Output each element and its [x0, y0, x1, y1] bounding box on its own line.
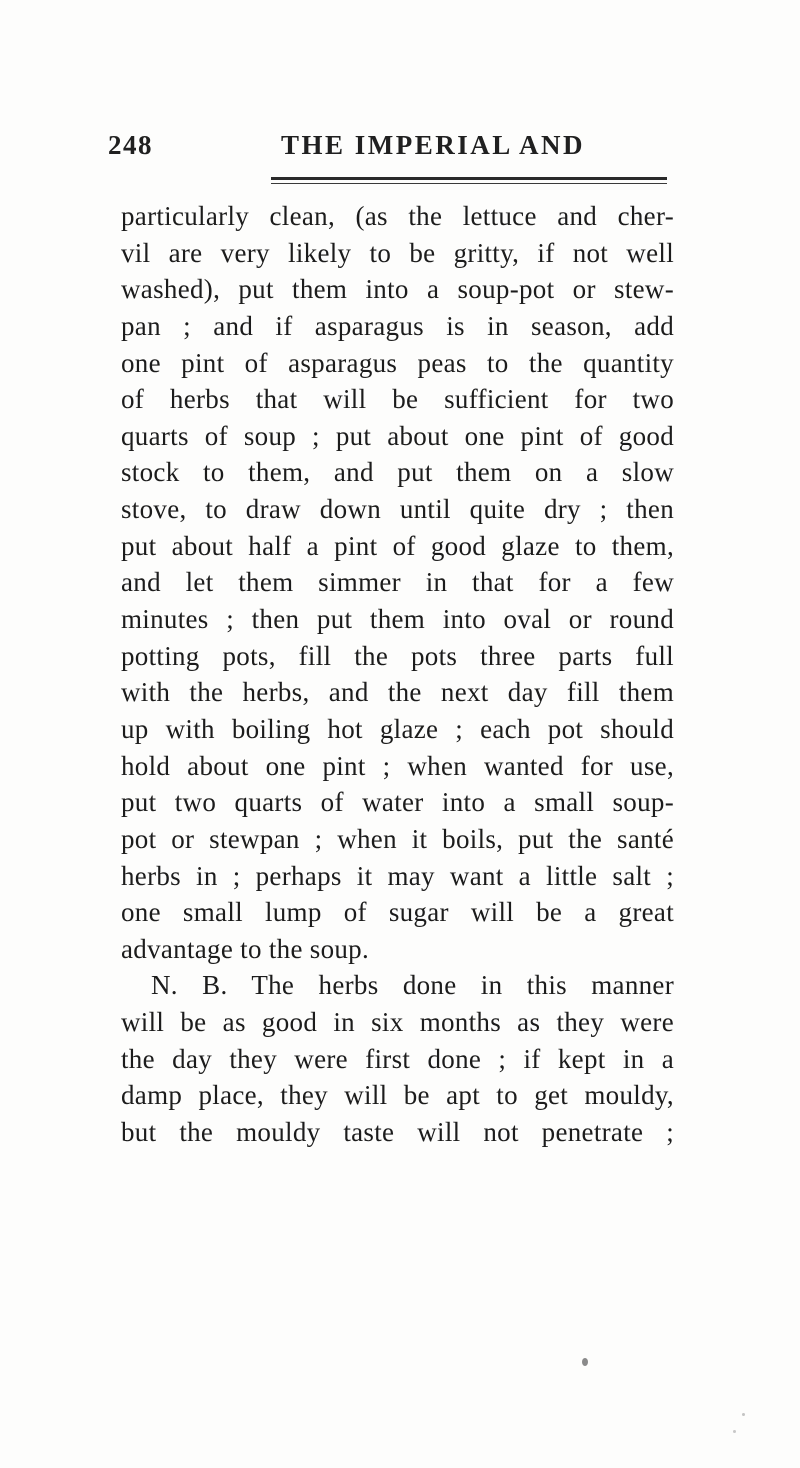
- text-line: will be as good in six months as they were: [121, 1007, 674, 1038]
- text-line: particularly clean, (as the lettuce and cher-: [121, 201, 674, 231]
- text-line: stock to them, and put them on a slow: [121, 457, 674, 488]
- text-line: advantage to the soup.: [121, 933, 370, 964]
- text-line: herbs in ; perhaps it may want a little salt ;: [121, 860, 674, 891]
- paper-speck: [742, 1413, 745, 1416]
- text-line: put two quarts of water into a small soup-: [121, 787, 674, 818]
- text-line: stove, to draw down until quite dry ; then: [121, 494, 674, 525]
- text-line: vil are very likely to be gritty, if not well: [121, 237, 674, 268]
- paper-speck: [733, 1430, 736, 1433]
- text-line: but the mouldy taste will not penetrate ;: [121, 1117, 674, 1148]
- paper-speck: [582, 1358, 588, 1366]
- running-head: THE IMPERIAL AND: [281, 130, 586, 160]
- page-header: [108, 130, 668, 170]
- body-text: [121, 198, 674, 1151]
- text-line: of herbs that will be sufficient for two: [121, 384, 674, 415]
- text-line: one pint of asparagus peas to the quantity: [121, 347, 674, 378]
- text-line: damp place, they will be apt to get mouldy,: [121, 1080, 674, 1111]
- text-line: the day they were first done ; if kept in a: [121, 1043, 674, 1074]
- text-line: and let them simmer in that for a few: [121, 567, 674, 598]
- header-rule: [271, 177, 667, 180]
- text-line: quarts of soup ; put about one pint of good: [121, 420, 674, 451]
- text-line: pot or stewpan ; when it boils, put the santé: [121, 823, 674, 854]
- text-line: with the herbs, and the next day fill them: [121, 677, 674, 708]
- page-number: 248: [108, 130, 153, 160]
- text-line: put about half a pint of good glaze to them,: [121, 530, 674, 561]
- text-line: potting pots, fill the pots three parts full: [121, 640, 674, 671]
- text-line: one small lump of sugar will be a great: [121, 897, 674, 928]
- text-line: washed), put them into a soup-pot or stew-: [121, 274, 674, 305]
- text-line: minutes ; then put them into oval or round: [121, 604, 674, 635]
- text-line: N. B. The herbs done in this manner: [151, 970, 674, 1001]
- text-line: hold about one pint ; when wanted for use,: [121, 750, 674, 781]
- text-line: up with boiling hot glaze ; each pot should: [121, 713, 674, 744]
- header-rule-thin: [271, 183, 667, 184]
- text-line: pan ; and if asparagus is in season, add: [121, 310, 674, 341]
